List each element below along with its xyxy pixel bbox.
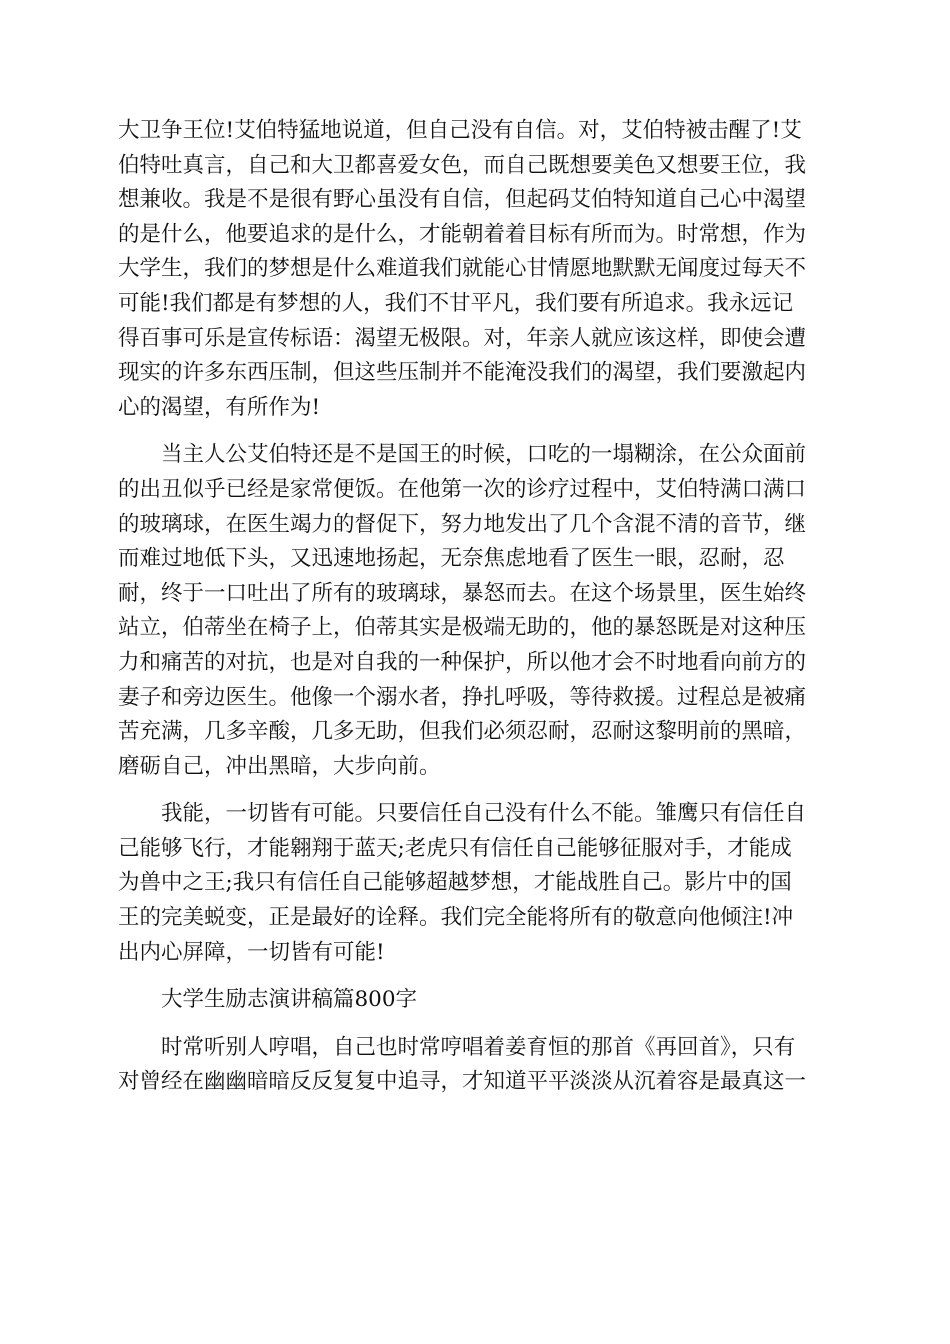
- text-line: 妻子和旁边医生。他像一个溺水者，挣扎呼吸，等待救援。过程总是被痛: [118, 684, 807, 710]
- text-line: 大卫争王位!艾伯特猛地说道，但自己没有自信。对，艾伯特被击醒了!艾: [118, 118, 802, 143]
- text-line: 可能!我们都是有梦想的人，我们不甘平凡，我们要有所追求。我永远记: [118, 290, 794, 316]
- text-line: 心的渴望，有所作为!: [118, 394, 321, 420]
- text-line: 为兽中之王;我只有信任自己能够超越梦想，才能战胜自己。影片中的国: [118, 870, 792, 896]
- text-line: 大学生，我们的梦想是什么难道我们就能心甘情愿地默默无闻度过每天不: [118, 256, 807, 282]
- text-line: 我能，一切皆有可能。只要信任自己没有什么不能。雏鹰只有信任自: [118, 801, 807, 827]
- paragraph-1: [118, 114, 833, 425]
- text-line: 站立，伯蒂坐在椅子上，伯蒂其实是极端无助的，他的暴怒既是对这种压: [118, 615, 807, 641]
- section-heading: 大学生励志演讲稿篇800字: [161, 987, 418, 1013]
- paragraph-3: [118, 797, 833, 970]
- text-line: 力和痛苦的对抗，也是对自我的一种保护，所以他才会不时地看向前方的: [118, 649, 807, 675]
- text-line: 时常听别人哼唱，自己也时常哼唱着姜育恒的那首《再回首》，只有: [118, 1034, 796, 1060]
- text-line: 己能够飞行，才能翱翔于蓝天;老虎只有信任自己能够征服对手，才能成: [118, 835, 792, 861]
- text-line: 王的完美蜕变，正是最好的诠释。我们完全能将所有的敬意向他倾注!冲: [118, 905, 794, 931]
- text-line: 磨砺自己，冲出黑暗，大步向前。: [118, 753, 441, 779]
- text-line: 现实的许多东西压制，但这些压制并不能淹没我们的渴望，我们要激起内: [118, 360, 807, 386]
- text-line: 的玻璃球，在医生竭力的督促下，努力地发出了几个含混不清的音节，继: [118, 511, 807, 537]
- text-line: 苦充满，几多辛酸，几多无助，但我们必须忍耐，忍耐这黎明前的黑暗，: [118, 719, 807, 745]
- document-body: [118, 114, 833, 1113]
- text-line: 耐，终于一口吐出了所有的玻璃球，暴怒而去。在这个场景里，医生始终: [118, 580, 807, 606]
- text-line: 想兼收。我是不是很有野心虽没有自信，但起码艾伯特知道自己心中渴望: [118, 187, 807, 213]
- paragraph-4: [118, 1031, 833, 1100]
- text-line: 出内心屏障，一切皆有可能!: [118, 939, 385, 965]
- text-line: 的是什么，他要追求的是什么，才能朝着着目标有所而为。时常想，作为: [118, 221, 807, 247]
- paragraph-2: [118, 438, 833, 784]
- text-line: 伯特吐真言，自己和大卫都喜爱女色，而自己既想要美色又想要王位，我: [118, 152, 807, 178]
- text-line: 得百事可乐是宣传标语：渴望无极限。对，年亲人就应该这样，即使会遭: [118, 325, 807, 351]
- text-line: 而难过地低下头，又迅速地扬起，无奈焦虑地看了医生一眼，忍耐，忍: [118, 546, 785, 572]
- text-line: 对曾经在幽幽暗暗反反复复中追寻，才知道平平淡淡从沉着容是最真这一: [118, 1069, 807, 1095]
- text-line: 当主人公艾伯特还是不是国王的时候，口吃的一塌糊涂，在公众面前: [118, 442, 807, 468]
- text-line: 的出丑似乎已经是家常便饭。在他第一次的诊疗过程中，艾伯特满口满口: [118, 476, 807, 502]
